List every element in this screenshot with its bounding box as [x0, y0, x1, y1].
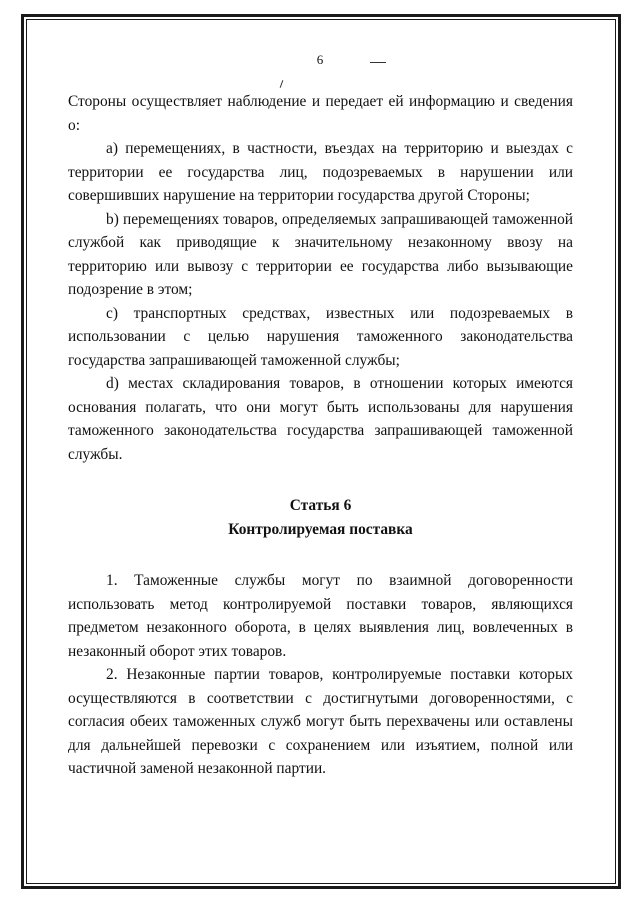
pen-mark: [370, 62, 386, 63]
list-item-b: b) перемещениях товаров, определяемых запрашивающей таможенной службой как приводящие к значительному незаконному ввозу на территорию или вывозу с территории ее государства либо вызывающие подозрение в этом;: [68, 210, 573, 298]
intro-paragraph: Стороны осуществляет наблюдение и передает ей информацию и сведения о:: [68, 93, 573, 134]
page-number: 6: [316, 52, 324, 67]
article-paragraph-1: 1. Таможенные службы могут по взаимной договоренности использовать метод контролируемой поставки товаров, являющихся предметом незаконного оборота, в целях выявления лиц, вовлеченных в незаконный оборот этих товаров.: [68, 572, 573, 660]
article-paragraph-2: 2. Незаконные партии товаров, контролируемые поставки которых осуществляются в соответствии с достигнутыми договоренностями, с согласия обеих таможенных служб могут быть перехвачены или оставлены для дальнейшей перевозки с сохранением или изъятием, полной или частичной заменой незаконной партии.: [68, 666, 573, 777]
list-item-d: d) местах складирования товаров, в отношении которых имеются основания полагать, что они могут быть использованы для нарушения таможенного законодательства государства запрашивающей таможенной службы.: [68, 375, 573, 463]
document-body: [68, 90, 573, 781]
list-item-c: с) транспортных средствах, известных или подозреваемых в использовании с целью нарушения таможенного законодательства государства запрашивающей таможенной службы;: [68, 304, 573, 369]
list-item-a: а) перемещениях, в частности, въездах на территорию и выездах с территории ее государства лиц, подозреваемых в нарушении или совершивших нарушение на территории государства другой Стороны;: [68, 140, 573, 204]
article-title: Контролируемая поставка: [228, 520, 413, 538]
article-heading: Статья 6: [289, 497, 352, 514]
